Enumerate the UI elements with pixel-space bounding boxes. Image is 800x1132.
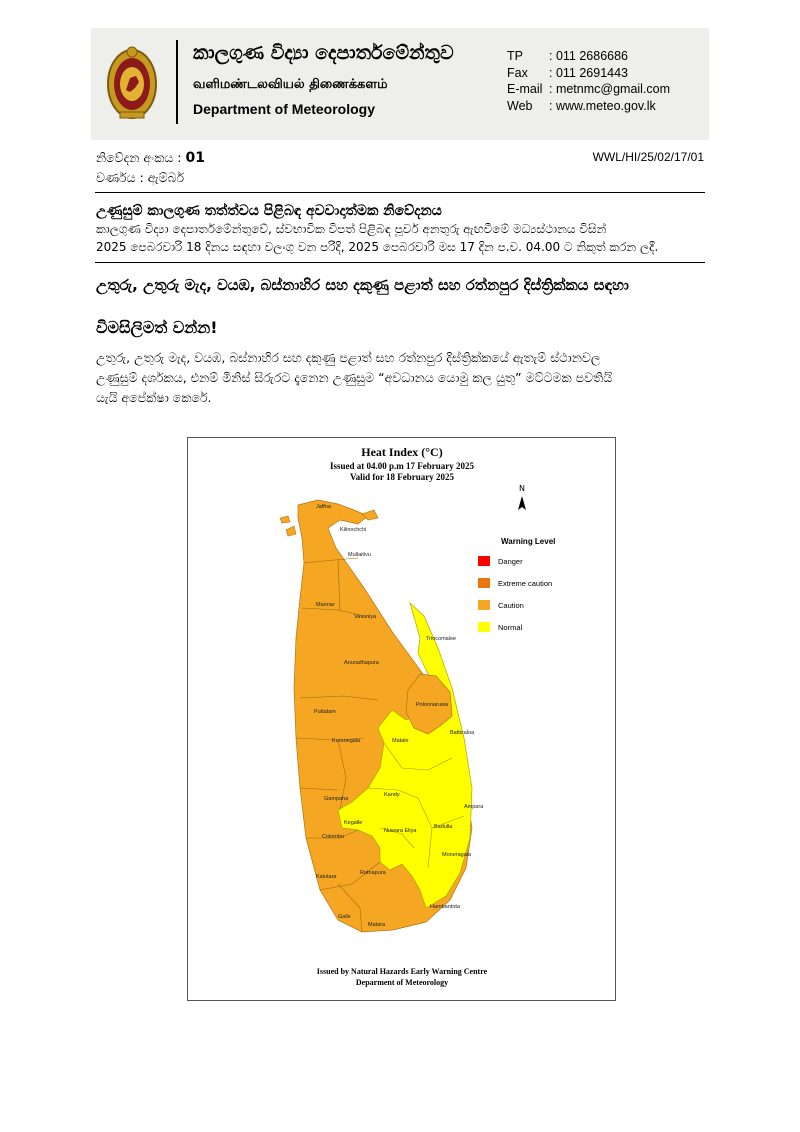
header-divider: [176, 40, 178, 124]
rule-bottom: [95, 262, 705, 263]
government-emblem-icon: [106, 42, 158, 122]
heat-index-map: [187, 437, 616, 1001]
department-name-sinhala: කාලගුණ විද්‍යා දෙපාර්තමේන්තුව: [193, 42, 454, 64]
notice-subtitle-2: 2025 පෙබරවාරි 18 දිනය සඳහා වලංගු වන පරිදි, 2025 පෙබරවාරි මස 17 දින ප.ව. 04.00 ට නිකුත් කරන ලදී.: [96, 240, 659, 254]
letterhead: [91, 28, 709, 140]
legend-item-caution: [478, 600, 524, 610]
label-ampara: Ampara: [464, 804, 484, 810]
body-line-1: උතුරු, උතුරු මැද, වයඹ, බස්නාහිර සහ දකුණු පළාත් සහ රත්නපුර දිස්ත්‍රික්කයේ ඇතැම් ස්ථානවල: [96, 350, 601, 365]
notice-color: වර්ණය : ඇම්බර්: [96, 170, 185, 185]
department-name-tamil: வளிமண்டலவியல் திணைக்களம்: [193, 77, 388, 92]
contact-tp: TP : 011 2686686: [507, 49, 629, 63]
legend-item-normal: [478, 622, 523, 632]
label-moneragala: Moneragala: [442, 852, 472, 858]
svg-text:Danger: Danger: [498, 557, 523, 566]
contact-block: [507, 48, 670, 114]
label-mullaitivu: Mullaitivu: [348, 552, 371, 558]
body-line-2: උණුසුම් දර්ශකය, එනම් මිනිස් සිරුරට දැනෙන උණුසුම “අවධානය යොමු කල යුතු” මට්ටමක පවතියි: [96, 370, 613, 385]
label-puttalam: Puttalam: [314, 709, 336, 715]
legend-swatch-extreme-caution: [478, 578, 490, 588]
legend-swatch-danger: [478, 556, 490, 566]
legend-swatch-normal: [478, 622, 490, 632]
label-badulla: Badulla: [434, 824, 453, 830]
districts-heading: උතුරු, උතුරු මැද, වයඹ, බස්නාහිර සහ දකුණු පළාත් සහ රත්නපුර දිස්ත්‍රික්කය සඳහා: [96, 276, 629, 294]
label-kilinochchi: Kilinochchi: [340, 527, 367, 533]
notice-title: උණුසුම් කාලගුණ තත්ත්වය පිළිබඳ අවවාදාත්මක නිවේදනය: [96, 203, 442, 219]
label-mannar: Mannar: [316, 602, 335, 608]
map-canvas: [188, 438, 615, 1000]
label-nuwara-eliya: Nuwara Eliya: [384, 828, 417, 834]
svg-text:Caution: Caution: [498, 601, 524, 610]
label-hambantota: Hambantota: [430, 904, 460, 910]
svg-text:N: N: [519, 484, 525, 493]
label-batticaloa: Batticaloa: [450, 730, 475, 736]
label-polonnaruwa: Polonnaruwa: [416, 702, 449, 708]
label-anuradhapura: Anuradhapura: [344, 660, 379, 666]
department-name-english: Department of Meteorology: [193, 101, 376, 117]
legend-swatch-caution: [478, 600, 490, 610]
label-matara: Matara: [368, 922, 386, 928]
north-arrow-icon: [518, 484, 526, 510]
label-kandy: Kandy: [384, 792, 400, 798]
svg-text:Extreme caution: Extreme caution: [498, 579, 553, 588]
map-footer-1: Issued by Natural Hazards Early Warning Centre: [316, 967, 488, 976]
label-jaffna: Jaffna: [316, 504, 331, 510]
label-kalutara: Kalutara: [316, 874, 337, 880]
legend-title: Warning Level: [501, 537, 556, 546]
label-trincomalee: Trincomalee: [426, 636, 457, 642]
notice-reference: WWL/HI/25/02/17/01: [592, 150, 704, 164]
label-matale: Matale: [392, 738, 409, 744]
label-vavuniya: Vavuniya: [354, 614, 377, 620]
label-colombo: Colombo: [322, 834, 345, 840]
map-issued: Issued at 04.00 p.m 17 February 2025: [329, 461, 475, 471]
map-title: Heat Index (°C): [361, 445, 443, 459]
map-footer-2: Deparment of Meteorology: [355, 978, 449, 987]
contact-web: Web : www.meteo.gov.lk: [507, 98, 656, 113]
label-galle: Galle: [338, 914, 351, 920]
map-valid: Valid for 18 February 2025: [349, 472, 455, 482]
notice-number: නිවේදන අංකය : 01: [96, 150, 205, 166]
contact-fax: Fax : 011 2691443: [507, 65, 629, 80]
notice-subtitle-1: කාලගුණ විද්‍යා දෙපාර්තමේන්තුවේ, ස්වභාවික විපත් පිළිබඳ පූර්ව අනතුරු ඇඟවීමේ මධ්‍යස්ථානය විසින්: [96, 222, 607, 236]
body-line-3: යැයි අපේක්ෂා කෙරේ.: [96, 390, 212, 405]
label-ratnapura: Ratnapura: [360, 870, 386, 876]
label-gampaha: Gampaha: [324, 796, 349, 802]
legend-item-danger: [478, 556, 523, 566]
svg-text:Normal: Normal: [498, 623, 523, 632]
contact-email: E-mail : metnmc@gmail.com: [507, 82, 671, 96]
label-kurunegala: Kurunegala: [332, 738, 361, 744]
label-kegalle: Kegalle: [344, 820, 363, 826]
map-legend: [478, 537, 555, 632]
alert-heading: විමසිලිමත් වන්න!: [96, 318, 218, 337]
rule-top: [95, 192, 705, 193]
legend-item-extreme-caution: [478, 578, 552, 588]
